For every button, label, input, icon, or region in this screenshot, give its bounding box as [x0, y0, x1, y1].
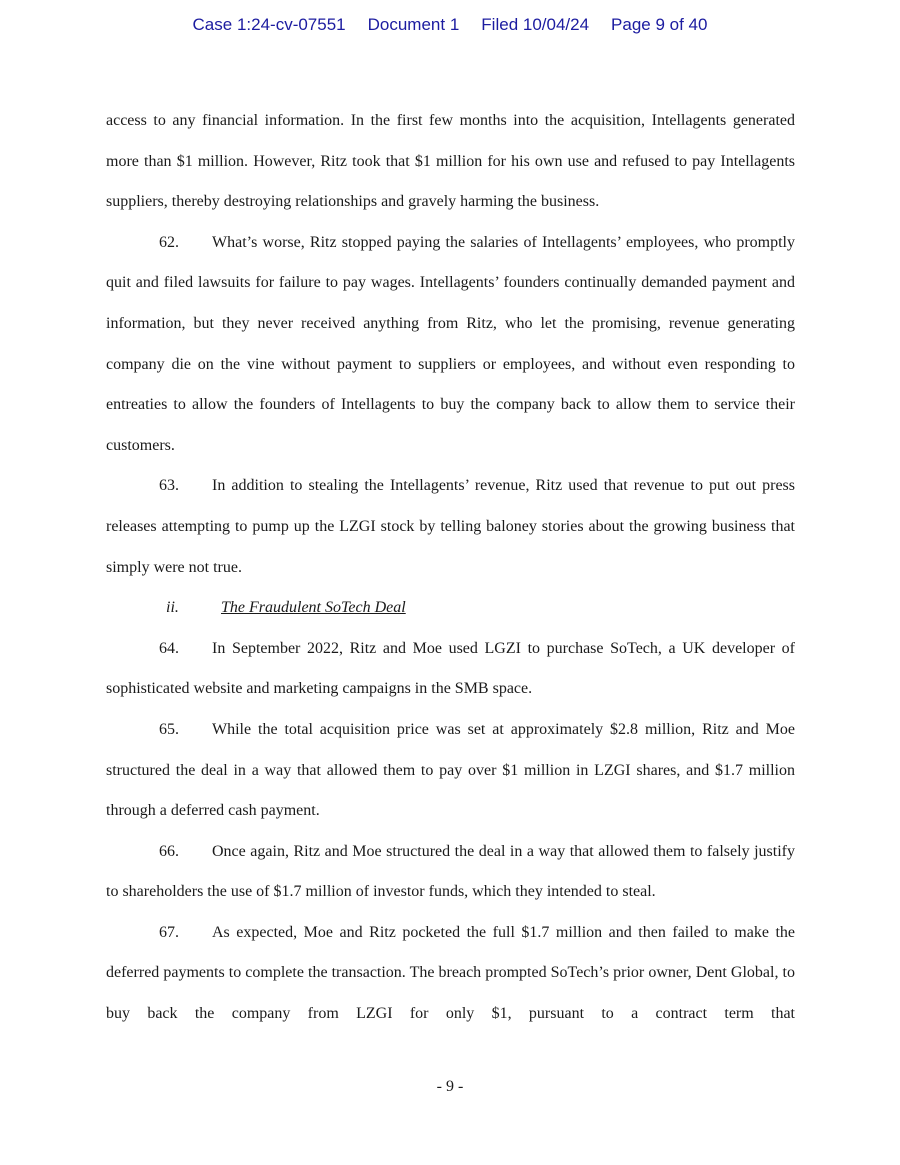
- paragraph-number: 65.: [159, 720, 179, 738]
- paragraph-text: Once again, Ritz and Moe structured the deal in a way that allowed them to falsely justify to shareholders the use of $1.7 million of investor funds, which they intended to steal.: [106, 842, 795, 901]
- paragraph-number: 66.: [159, 842, 179, 860]
- paragraph-text: As expected, Moe and Ritz pocketed the full $1.7 million and then failed to make the deferred payments to complete the transaction. The breach prompted SoTech’s prior owner, Dent Global, to buy back the company from LZGI for only $1, pursuant to a contract term that: [106, 923, 795, 1023]
- document-body: [106, 101, 795, 1035]
- paragraph-66: [106, 832, 795, 913]
- filed-date: Filed 10/04/24: [481, 15, 590, 34]
- page-number-footer: - 9 -: [436, 1078, 464, 1095]
- continuation-paragraph: access to any financial information. In the first few months into the acquisition, Intellagents generated more than $1 million. However, Ritz took that $1 million for his own use and refused to pay Intellagents suppliers, thereby destroying relationships and gravely harming the business.: [106, 112, 795, 211]
- paragraph-number: 62.: [159, 233, 179, 251]
- paragraph-number: 67.: [159, 923, 179, 941]
- paragraph-67: [106, 913, 795, 1035]
- paragraph-text: In September 2022, Ritz and Moe used LGZI to purchase SoTech, a UK developer of sophisticated website and marketing campaigns in the SMB space.: [106, 639, 795, 698]
- paragraph-64: [106, 629, 795, 710]
- page-indicator: Page 9 of 40: [611, 15, 708, 34]
- paragraph-62: [106, 223, 795, 467]
- paragraph-63: [106, 466, 795, 588]
- paragraph-number: 64.: [159, 639, 179, 657]
- paragraph-text: What’s worse, Ritz stopped paying the salaries of Intellagents’ employees, who promptly quit and filed lawsuits for failure to pay wages. Intellagents’ founders continually demanded payment and information, but they never received anything from Ritz, who let the promising, revenue generating company die on the vine without payment to suppliers or employees, and without even responding to entreaties to allow the founders of Intellagents to buy the company back to allow them to service their customers.: [106, 233, 795, 454]
- section-title: The Fraudulent SoTech Deal: [221, 599, 406, 617]
- paragraph-text: In addition to stealing the Intellagents’ revenue, Ritz used that revenue to put out press releases attempting to pump up the LZGI stock by telling baloney stories about the growing business that simply were not true.: [106, 477, 795, 576]
- ecf-header: [0, 15, 900, 35]
- paragraph-65: [106, 710, 795, 832]
- document-number: Document 1: [367, 15, 460, 34]
- section-heading: [106, 588, 795, 629]
- case-number: Case 1:24-cv-07551: [192, 15, 346, 34]
- section-numeral: ii.: [166, 599, 179, 617]
- paragraph-number: 63.: [159, 477, 179, 495]
- paragraph-text: While the total acquisition price was set at approximately $2.8 million, Ritz and Moe structured the deal in a way that allowed them to pay over $1 million in LZGI shares, and $1.7 million through a deferred cash payment.: [106, 720, 795, 820]
